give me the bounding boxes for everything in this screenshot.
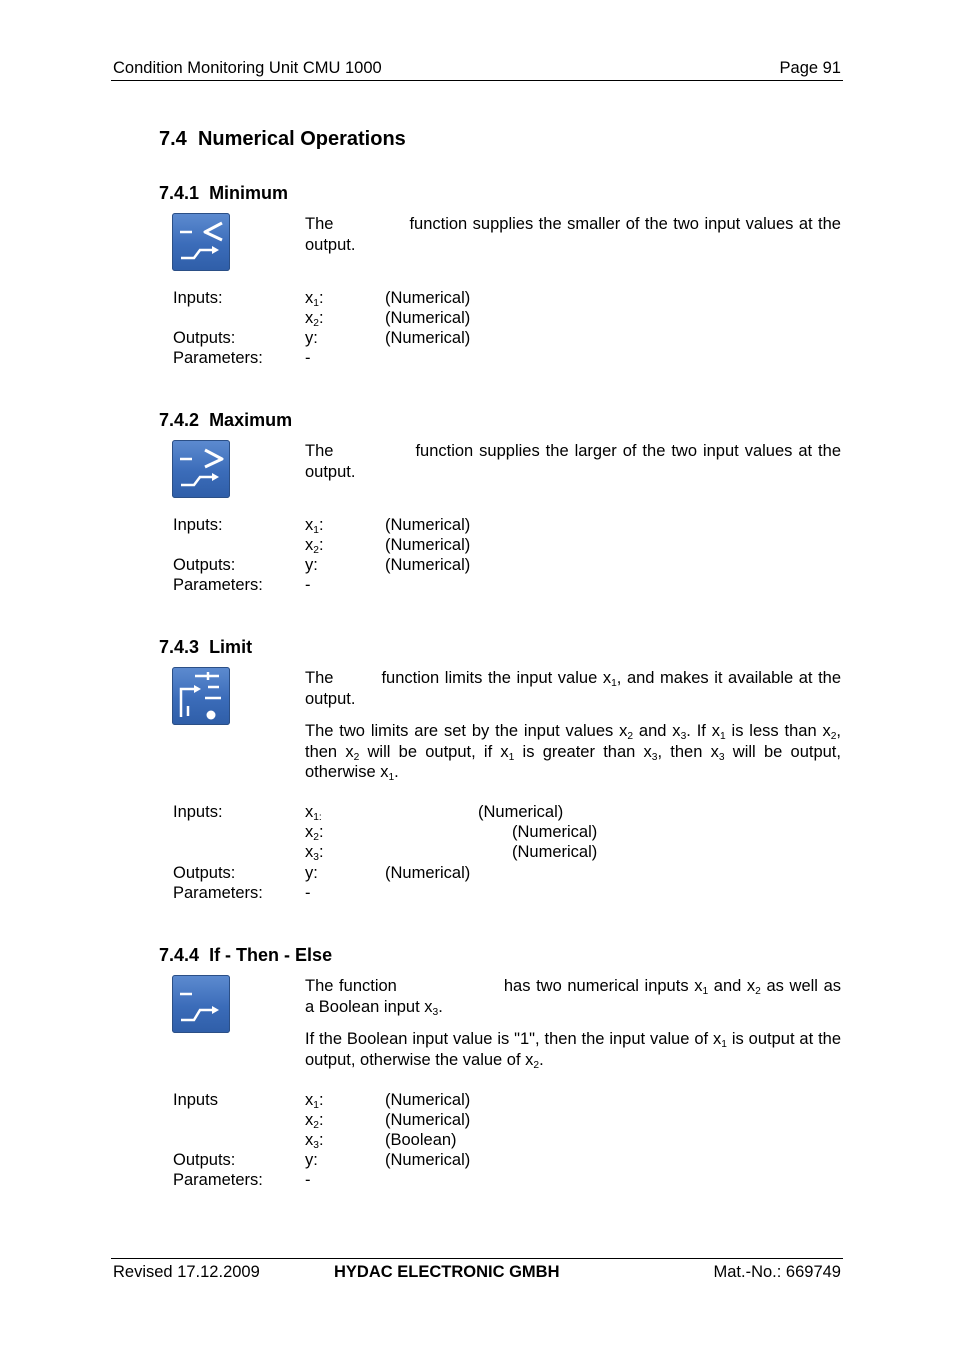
maximum-input-x1-type: (Numerical) (385, 516, 471, 534)
limit-heading-number: 7.4.3 (159, 637, 200, 657)
minimum-inputs-label: Inputs: (173, 289, 223, 307)
ifthenelse-parameters-value: - (305, 1171, 311, 1189)
footer-rule (111, 1258, 843, 1259)
ifthenelse-input-x3-type: (Boolean) (385, 1131, 457, 1149)
maximum-input-x2-type: (Numerical) (385, 536, 471, 554)
maximum-heading-title: Maximum (209, 410, 293, 430)
limit-input-x3: $x_3$: (305, 843, 324, 864)
maximum-inputs-label: Inputs: (173, 516, 223, 534)
switch-block-icon (172, 975, 230, 1033)
minimum-heading-number: 7.4.1 (159, 183, 200, 203)
ifthenelse-description-1: The function has two numerical inputs $x_1$ and $x_2$ as well as a Boolean input $x_3$. (305, 977, 842, 1018)
limit-input-x1: $x_{1:}$ (305, 803, 322, 824)
ifthenelse-input-x2: $x_2$: (305, 1111, 324, 1132)
minimum-input-x2-type: (Numerical) (385, 309, 471, 327)
minimum-block-icon (172, 213, 230, 271)
limit-description-2: The two limits are set by the input values $x_2$ and $x_3$. If $x_1$ is less than $x_2$, then $x_2$ will be output, if $x_1$ is greater than $x_3$, then $x_3$ will be output, otherwise $x_1$. (305, 722, 842, 784)
section-heading (159, 128, 406, 151)
ifthenelse-output-y: y: (305, 1151, 318, 1169)
footer-revised: Revised 17.12.2009 (113, 1263, 260, 1281)
ifthenelse-heading-title: If - Then - Else (209, 945, 333, 965)
maximum-outputs-label: Outputs: (173, 556, 236, 574)
maximum-input-x2: $x_2$: (305, 536, 324, 557)
maximum-output-y: y: (305, 556, 318, 574)
limit-heading (159, 637, 252, 658)
ifthenelse-input-x2-type: (Numerical) (385, 1111, 471, 1129)
ifthenelse-heading-number: 7.4.4 (159, 945, 200, 965)
limit-parameters-label: Parameters: (173, 884, 263, 902)
limit-heading-title: Limit (209, 637, 253, 657)
maximum-input-x1: $x_1$: (305, 516, 324, 537)
minimum-description: The function supplies the smaller of the two input values at the output. (305, 215, 841, 254)
limit-inputs-label: Inputs: (173, 803, 223, 821)
minimum-heading (159, 183, 288, 204)
header-page-number: Page 91 (779, 59, 841, 77)
header-rule (111, 80, 843, 81)
header-title: Condition Monitoring Unit CMU 1000 (113, 59, 382, 77)
ifthenelse-outputs-label: Outputs: (173, 1151, 236, 1169)
ifthenelse-input-x1: $x_1$: (305, 1091, 324, 1112)
maximum-description: The function supplies the larger of the two input values at the output. (305, 442, 841, 481)
section-title: Numerical Operations (197, 128, 406, 150)
minimum-parameters-value: - (305, 349, 311, 367)
minimum-input-x1: $x_1$: (305, 289, 324, 310)
ifthenelse-input-x3: $x_3$: (305, 1131, 324, 1152)
limit-input-x2: $x_2$: (305, 823, 324, 844)
limit-output-y-type: (Numerical) (385, 864, 471, 882)
ifthenelse-inputs-label: Inputs (173, 1091, 218, 1109)
minimum-input-x2: $x_2$: (305, 309, 324, 330)
ifthenelse-output-y-type: (Numerical) (385, 1151, 471, 1169)
ifthenelse-description-2: If the Boolean input value is "1", then the input value of $x_1$ is output at the output, otherwise the value of $x_2$. (305, 1030, 842, 1071)
limit-input-x2-type: (Numerical) (512, 823, 598, 841)
footer-company: HYDAC ELECTRONIC GMBH (334, 1263, 560, 1281)
minimum-parameters-label: Parameters: (173, 349, 263, 367)
limit-output-y: y: (305, 864, 318, 882)
maximum-parameters-label: Parameters: (173, 576, 263, 594)
minimum-output-y-type: (Numerical) (385, 329, 471, 347)
minimum-output-y: y: (305, 329, 318, 347)
maximum-heading-number: 7.4.2 (159, 410, 200, 430)
limit-input-x3-type: (Numerical) (512, 843, 598, 861)
limit-description-1: The function limits the input value $x_1$, and makes it available at the output. (305, 669, 842, 708)
maximum-output-y-type: (Numerical) (385, 556, 471, 574)
minimum-heading-title: Minimum (209, 183, 289, 203)
maximum-parameters-value: - (305, 576, 311, 594)
ifthenelse-input-x1-type: (Numerical) (385, 1091, 471, 1109)
section-number: 7.4 (159, 128, 187, 150)
minimum-input-x1-type: (Numerical) (385, 289, 471, 307)
maximum-heading (159, 410, 292, 431)
limit-block-icon (172, 667, 230, 725)
minimum-outputs-label: Outputs: (173, 329, 236, 347)
limit-outputs-label: Outputs: (173, 864, 236, 882)
ifthenelse-parameters-label: Parameters: (173, 1171, 263, 1189)
maximum-block-icon (172, 440, 230, 498)
footer-material-number: Mat.-No.: 669749 (713, 1263, 841, 1281)
limit-parameters-value: - (305, 884, 311, 902)
limit-input-x1-type: (Numerical) (478, 803, 564, 821)
ifthenelse-heading (159, 945, 332, 966)
